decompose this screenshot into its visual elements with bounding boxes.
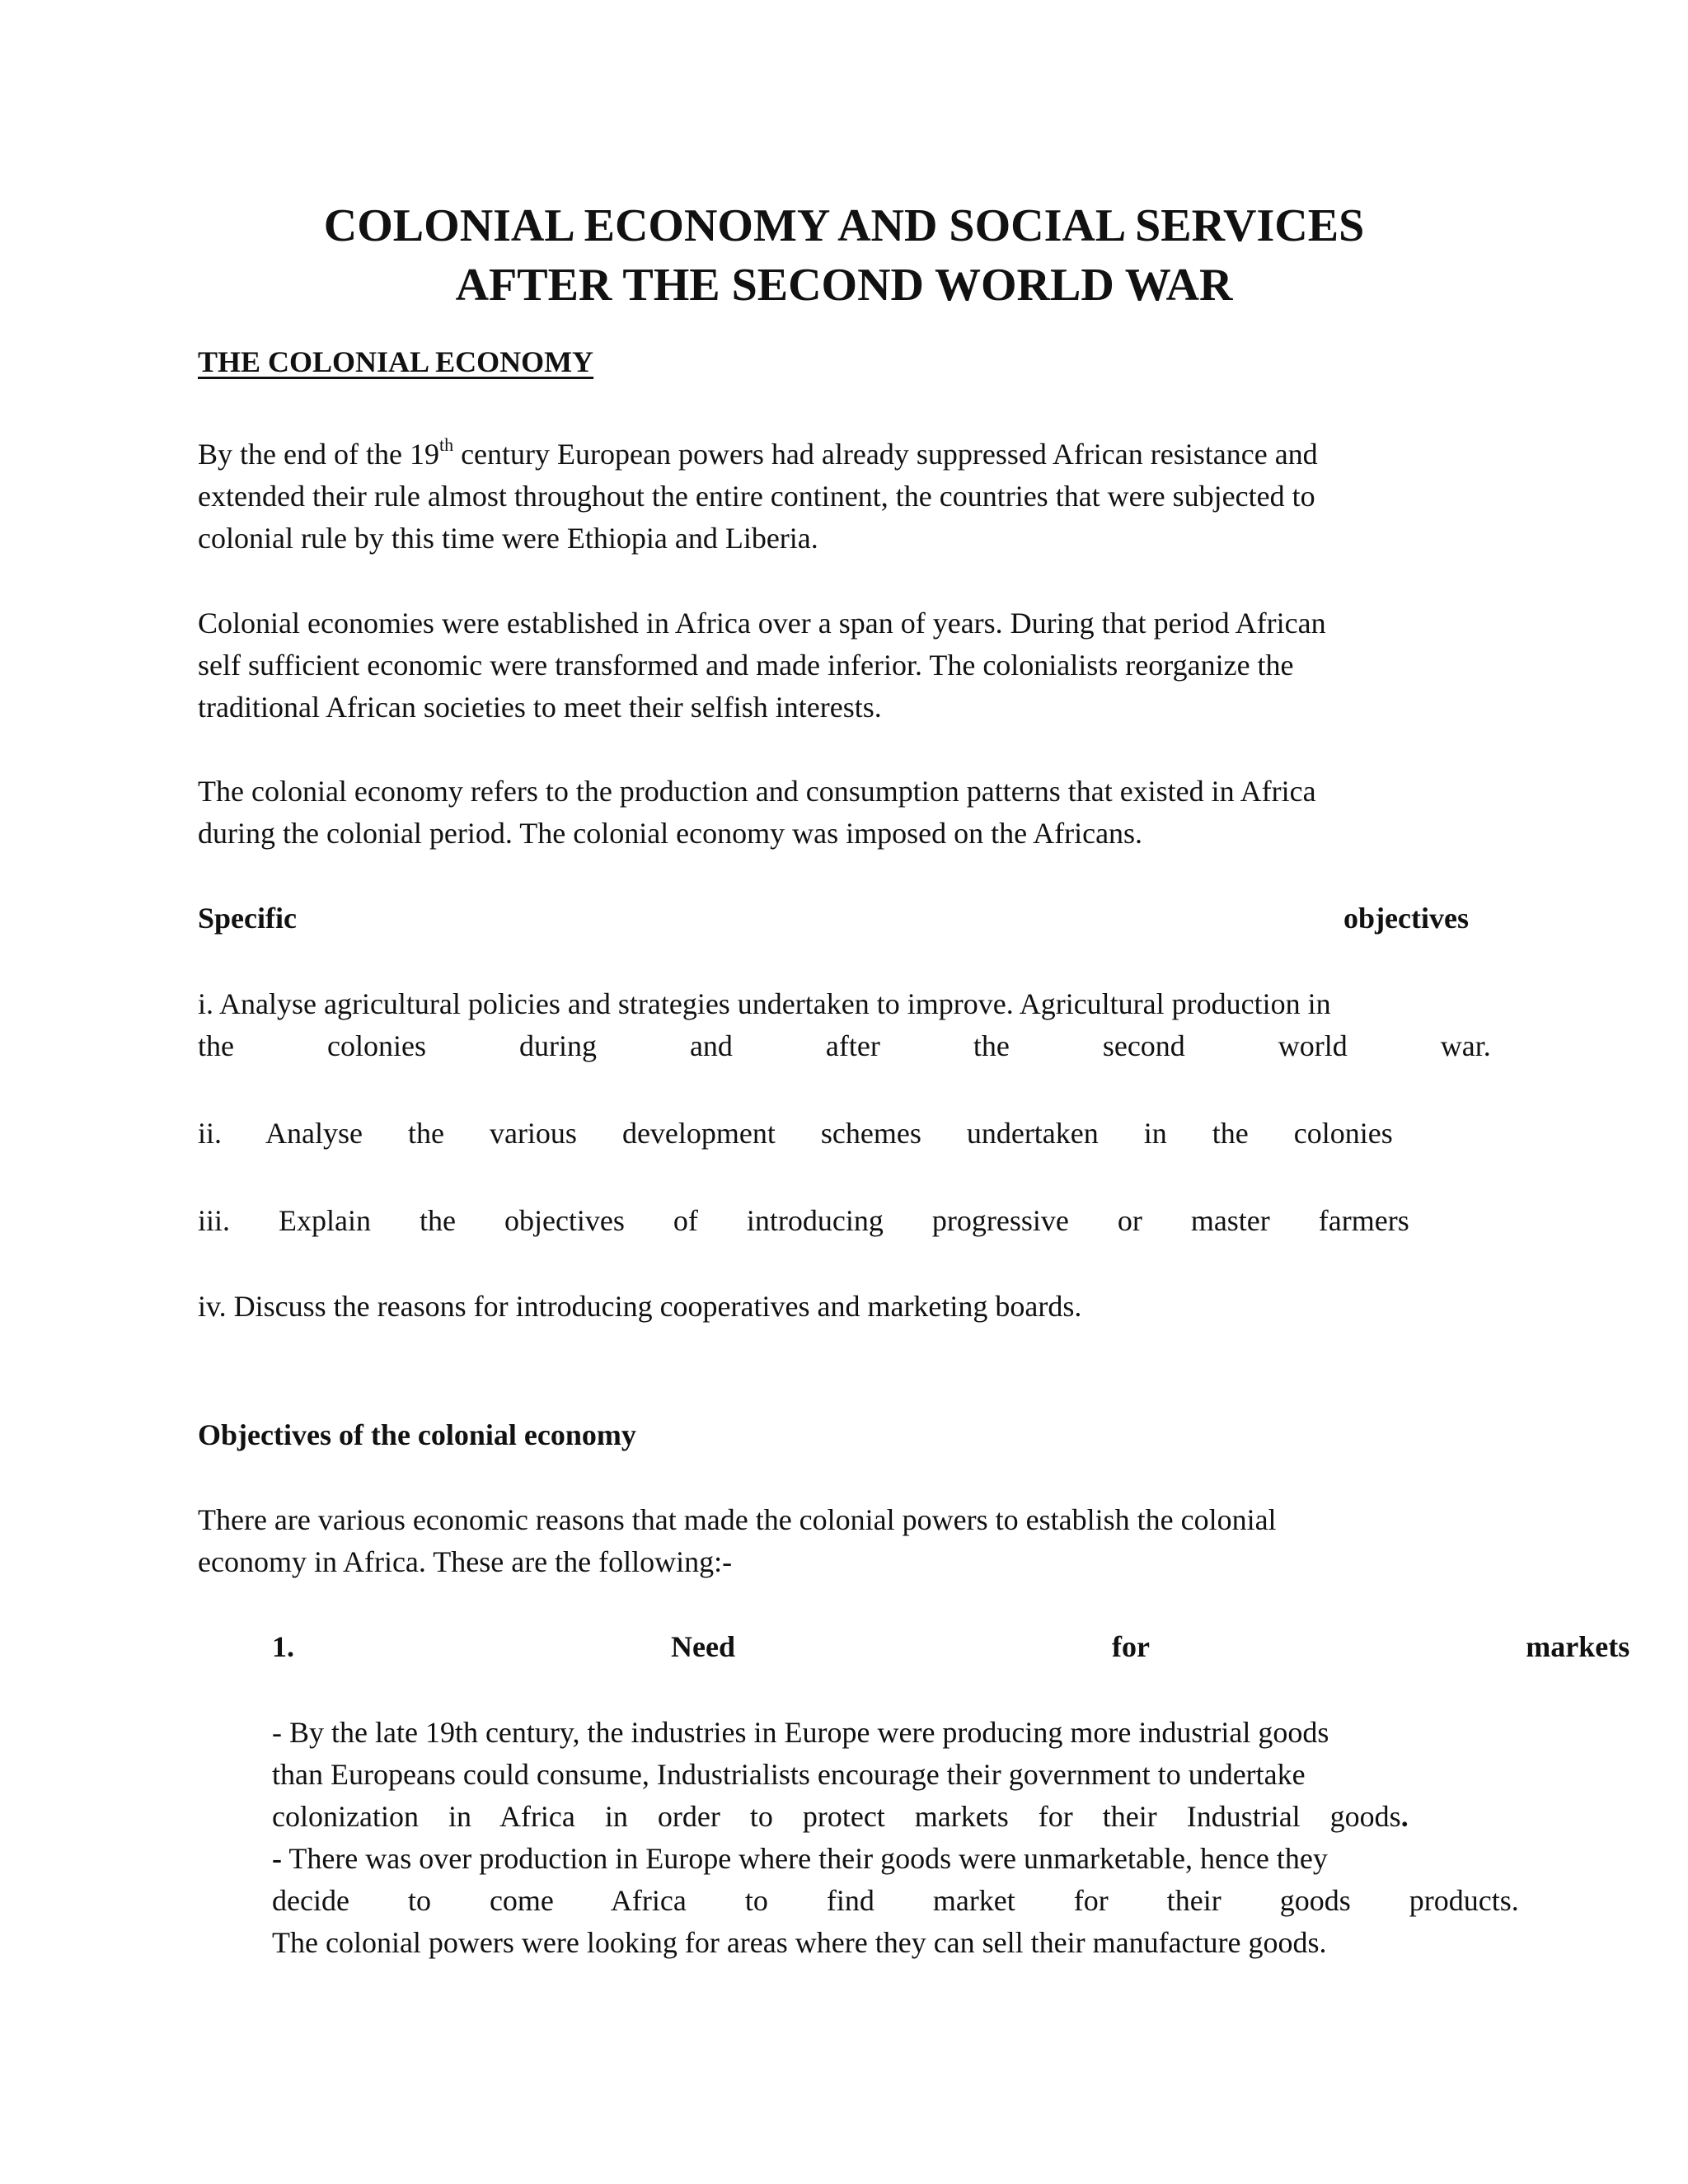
para3-line-1: The colonial economy refers to the production and consumption patterns that existed in Africa — [198, 775, 1316, 808]
point1-line-5: decide to come Africa to find market for their goods products. — [272, 1884, 1519, 1917]
objective-i-line-1: i. Analyse agricultural policies and strategies undertaken to improve. Agricultural production in — [198, 987, 1331, 1020]
specific-objectives-heading — [198, 898, 1469, 940]
paragraph-reasons — [198, 1499, 1469, 1583]
objective-i-line-2: the colonies during and after the second world war. — [198, 1029, 1491, 1062]
point1-line-1: - By the late 19th century, the industries in Europe were producing more industrial goods — [272, 1716, 1329, 1749]
objective-ii-line: ii. Analyse the various development schemes undertaken in the colonies — [198, 1117, 1393, 1150]
objectives-heading: Objectives of the colonial economy — [198, 1418, 636, 1451]
para2-line-1: Colonial economies were established in Africa over a span of years. During that period African — [198, 607, 1326, 640]
para2-line-2: self sufficient economic were transformed and made inferior. The colonialists reorganize the — [198, 649, 1294, 682]
objective-ii — [198, 1113, 1469, 1155]
point1-line-4: - There was over production in Europe where their goods were unmarketable, hence they — [272, 1842, 1328, 1875]
point1-line-3: colonization in Africa in order to protect markets for their Industrial goods. — [272, 1800, 1409, 1833]
specific-objectives-left: Specific — [198, 902, 297, 935]
para1-line-1: By the end of the 19th century European powers had already suppressed African resistance and — [198, 434, 1318, 471]
para4-line-1: There are various economic reasons that made the colonial powers to establish the colonial — [198, 1503, 1277, 1536]
para4-line-2: economy in Africa. These are the following:- — [198, 1545, 733, 1578]
section-heading: THE COLONIAL ECONOMY — [198, 345, 594, 378]
point1-line-6: The colonial powers were looking for areas where they can sell their manufacture goods. — [272, 1926, 1327, 1959]
specific-objectives-right: objectives — [1343, 902, 1469, 935]
paragraph-definition — [198, 771, 1469, 855]
paragraph-colonial-economies — [198, 602, 1469, 729]
title-line-2: AFTER THE SECOND WORLD WAR — [455, 260, 1233, 311]
point-1-body — [272, 1712, 1519, 1964]
point1-line-2: than Europeans could consume, Industrialists encourage their government to undertake — [272, 1758, 1306, 1791]
objective-iii — [198, 1200, 1469, 1242]
document-title — [0, 196, 1688, 315]
objective-iii-line: iii. Explain the objectives of introducing progressive or master farmers — [198, 1204, 1409, 1237]
title-line-1: COLONIAL ECONOMY AND SOCIAL SERVICES — [323, 200, 1365, 251]
objective-iv-line: iv. Discuss the reasons for introducing cooperatives and marketing boards. — [198, 1290, 1082, 1323]
objective-i — [198, 983, 1491, 1067]
para3-line-2: during the colonial period. The colonial economy was imposed on the Africans. — [198, 817, 1143, 850]
objective-iv — [198, 1286, 1469, 1328]
point-1-heading: 1. Need for markets — [272, 1630, 1630, 1663]
para2-line-3: traditional African societies to meet their selfish interests. — [198, 691, 882, 724]
superscript-th: th — [438, 434, 454, 455]
para1-line-3: colonial rule by this time were Ethiopia and Liberia. — [198, 522, 818, 555]
para1-line-2: extended their rule almost throughout the entire continent, the countries that were subjected to — [198, 480, 1315, 513]
paragraph-intro — [198, 434, 1469, 560]
